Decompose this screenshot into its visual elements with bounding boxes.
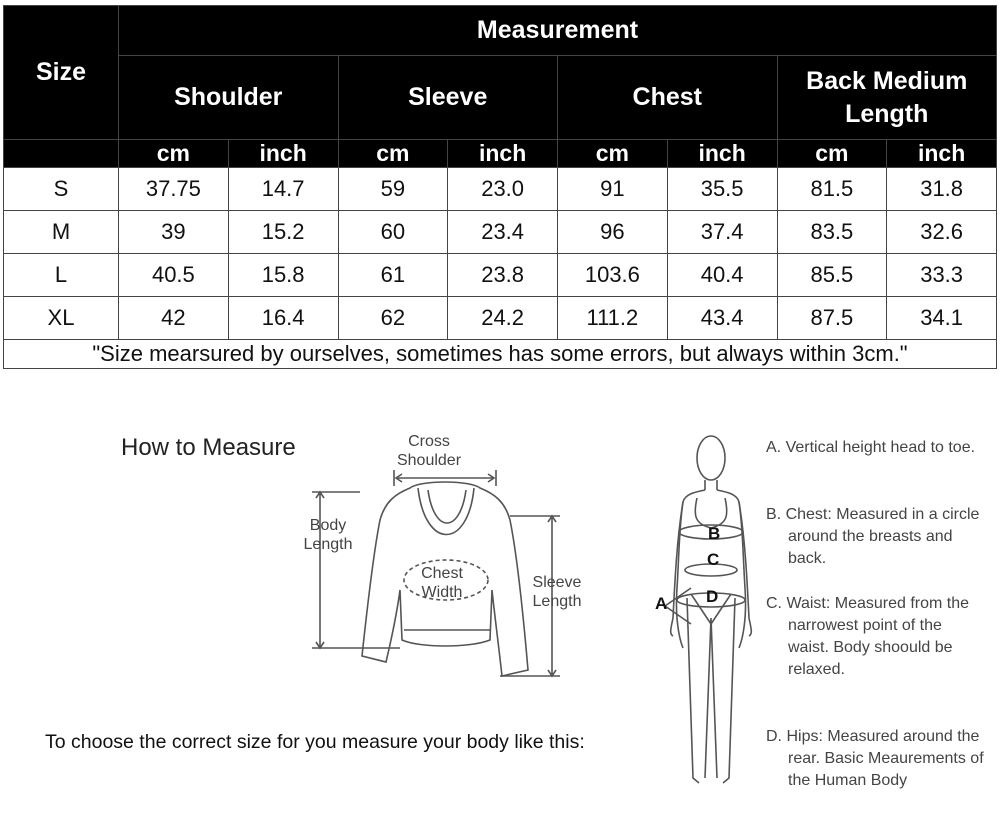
legend-desc: Vertical height head to toe. [785,439,976,456]
table-row [4,254,997,297]
value-cell: 24.2 [448,297,558,340]
value-cell: 37.4 [667,211,777,254]
value-cell: 83.5 [777,211,887,254]
sleeve-length-label [526,573,588,611]
size-chart-table [3,5,997,369]
value-cell: 111.2 [558,297,668,340]
legend-desc: Hips: Measured around the rear. Basic Meaurements of the Human Body [786,728,984,789]
shoulder-header: Shoulder [119,56,339,140]
value-cell: 81.5 [777,168,887,211]
value-cell: 59 [338,168,448,211]
marker-a: A [655,594,668,613]
value-cell: 42 [119,297,229,340]
value-cell: 85.5 [777,254,887,297]
marker-d: D [706,587,719,606]
marker-c: C [707,550,720,569]
value-cell: 15.8 [228,254,338,297]
label-line: Length [303,536,353,553]
unit-header: cm [558,140,668,168]
measurement-header: Measurement [119,6,997,56]
size-header: Size [4,6,119,140]
value-cell: 91 [558,168,668,211]
value-cell: 23.0 [448,168,558,211]
value-cell: 96 [558,211,668,254]
legend-text [766,726,986,792]
value-cell: 62 [338,297,448,340]
body-length-label [298,516,358,554]
unit-header: inch [887,140,997,168]
chest-width-label [412,564,472,602]
legend-item-d [766,726,986,792]
size-note: "Size mearsured by ourselves, sometimes has some errors, but always within 3cm." [4,340,997,369]
unit-header: inch [448,140,558,168]
value-cell: 33.3 [887,254,997,297]
value-cell: 87.5 [777,297,887,340]
legend-item-a [766,437,986,459]
cross-shoulder-label [396,432,462,470]
value-cell: 23.4 [448,211,558,254]
table-row [4,168,997,211]
legend-key: D. [766,728,782,745]
body-figure [655,428,765,818]
value-cell: 61 [338,254,448,297]
value-cell: 60 [338,211,448,254]
value-cell: 14.7 [228,168,338,211]
value-cell: 39 [119,211,229,254]
value-cell: 23.8 [448,254,558,297]
legend-item-c [766,593,986,681]
table-row [4,297,997,340]
legend-item-b [766,504,986,570]
instruction-text: To choose the correct size for you measure your body like this: [45,731,585,753]
legend-text [766,437,986,459]
value-cell: 35.5 [667,168,777,211]
value-cell: 40.4 [667,254,777,297]
unit-header: inch [228,140,338,168]
legend-desc: Chest: Measured in a circle around the breasts and back. [785,506,980,567]
label-line: Length [532,593,582,610]
unit-header: inch [667,140,777,168]
back-length-header: Back Medium Length [777,56,997,140]
value-cell: 37.75 [119,168,229,211]
size-cell: S [4,168,119,211]
label-line: Body [309,517,347,534]
value-cell: 31.8 [887,168,997,211]
size-cell: M [4,211,119,254]
value-cell: 34.1 [887,297,997,340]
sleeve-header: Sleeve [338,56,558,140]
value-cell: 15.2 [228,211,338,254]
size-cell: XL [4,297,119,340]
value-cell: 40.5 [119,254,229,297]
value-cell: 16.4 [228,297,338,340]
legend-key: C. [766,595,782,612]
legend-text [766,504,986,570]
unit-header: cm [338,140,448,168]
size-cell: L [4,254,119,297]
chest-header: Chest [558,56,778,140]
label-line: Sleeve [532,574,582,591]
marker-b: B [708,524,721,543]
label-line: Cross [408,433,450,450]
label-line: Width [421,584,463,601]
unit-header: cm [119,140,229,168]
legend-desc: Waist: Measured from the narrowest point of the waist. Body shoould be relaxed. [786,595,970,678]
legend-key: A. [766,439,782,456]
label-line: Chest [421,565,463,582]
value-cell: 32.6 [887,211,997,254]
how-to-measure-title: How to Measure [121,434,296,461]
table-row [4,211,997,254]
label-line: Shoulder [396,452,462,469]
legend-text [766,593,986,681]
unit-header: cm [777,140,887,168]
legend-key: B. [766,506,782,523]
unit-spacer [4,140,119,168]
value-cell: 103.6 [558,254,668,297]
value-cell: 43.4 [667,297,777,340]
